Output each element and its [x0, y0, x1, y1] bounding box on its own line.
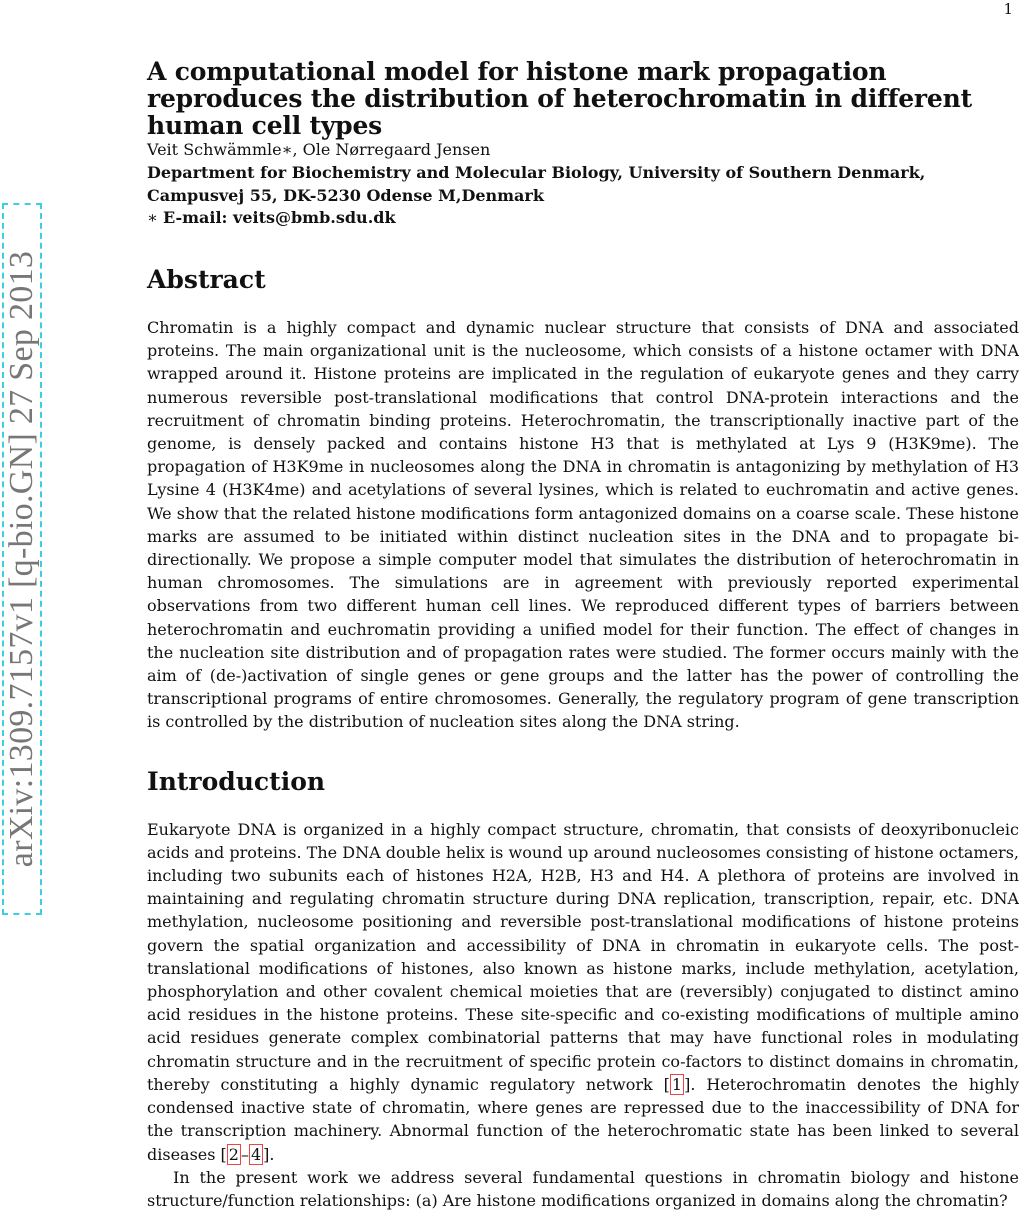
introduction-paragraph-1 [147, 818, 1019, 1166]
citation-link[interactable]: 2 [228, 1144, 239, 1164]
email-address: E-mail: veits@bmb.sdu.dk [162, 208, 396, 227]
citation-link[interactable]: 1 [671, 1074, 683, 1094]
paper-title: A computational model for histone mark propagation reproduces the distribution of heterochromatin in different human cell types [147, 57, 972, 140]
intro-text-part: Eukaryote DNA is organized in a highly compact structure, chromatin, that consists of deoxyribonucleic acids and proteins. The DNA double helix is wound up around nucleosomes consisting of histone octamers, including two subunits each of histones H2A, H2B, H3 and H4. A plethora of proteins are involved in maintaining and regulating chromatin structure during DNA replication, transcription, repair, etc. DNA methylation, nucleosome positioning and reversible post-translational modifications of histone proteins govern the spatial organization and accessibility of DNA in chromatin in eukaryote cells. The post-translational modifications of histones, also known as histone marks, include methylation, acetylation, phosphorylation and other covalent chemical moieties that are (reversibly) conjugated to distinct amino acid residues in the histone proteins. These site-specific and co-existing modifications of multiple amino acid residues generate complex combinatorial patterns that may have functional roles in modulating chromatin structure and in the recruitment of specific protein co-factors to distinct domains in chromatin, thereby constituting a highly dynamic regulatory network [ [147, 819, 1019, 1094]
contact-email [147, 207, 1019, 229]
introduction-heading: Introduction [147, 766, 326, 796]
abstract-text: Chromatin is a highly compact and dynamic nuclear structure that consists of DNA and associated proteins. The main organizational unit is the nucleosome, which consists of a histone octamer with DNA wrapped around it. Histone proteins are implicated in the regulation of eukaryote genes and they carry numerous reversible post-translational modifications that control DNA-protein interactions and the recruitment of chromatin binding proteins. Heterochromatin, the transcriptionally inactive part of the genome, is densely packed and contains histone H3 that is methylated at Lys 9 (H3K9me). The propagation of H3K9me in nucleosomes along the DNA in chromatin is antagonizing by methylation of H3 Lysine 4 (H3K4me) and acetylations of several lysines, which is related to euchromatin and active genes. We show that the related histone modifications form antagonized domains on a coarse scale. These histone marks are assumed to be initiated within distinct nucleation sites in the DNA and to propagate bi-directionally. We propose a simple computer model that simulates the distribution of heterochromatin in human chromosomes. The simulations are in agreement with previously reported experimental observations from two different human cell lines. We reproduced different types of barriers between heterochromatin and euchromatin providing a unified model for their function. The effect of changes in the nucleation site distribution and of propagation rates were studied. The former occurs mainly with the aim of (de-)activation of single genes or gene groups and the latter has the power of controlling the transcriptional programs of entire chromosomes. Generally, the regulatory program of gene transcription is controlled by the distribution of nucleation sites along the DNA string. [147, 318, 1019, 732]
citation-link[interactable]: 4 [250, 1144, 262, 1164]
intro-text-part: ]. Heterochromatin denotes the highly condensed inactive state of chromatin, where genes are repressed due to the inaccessibility of DNA for the transcription machinery. Abnormal function of the heterochromatic state has been linked to several diseases [ [147, 1074, 1019, 1164]
abstract-heading: Abstract [147, 265, 266, 294]
intro-text-part: ]. [263, 1144, 275, 1164]
paper-body [147, 58, 1019, 1212]
page-number: 1 [1003, 0, 1013, 18]
arxiv-stamp[interactable] [2, 203, 42, 915]
arxiv-identifier: arXiv:1309.7157v1 [q-bio.GN] 27 Sep 2013 [3, 250, 41, 868]
introduction-paragraph-2: In the present work we address several fundamental questions in chromatin biology and histone structure/function relationships: (a) Are histone modifications organized in domains along the chromatin? [147, 1167, 1019, 1210]
paper-affiliation: Department for Biochemistry and Molecular Biology, University of Southern Denmark, Campusvej 55, DK-5230 Odense M,Denmark [147, 163, 926, 205]
citation-dash: – [240, 1144, 249, 1164]
paper-authors: Veit Schwämmle∗, Ole Nørregaard Jensen [147, 140, 491, 159]
email-marker: ∗ [147, 208, 158, 227]
